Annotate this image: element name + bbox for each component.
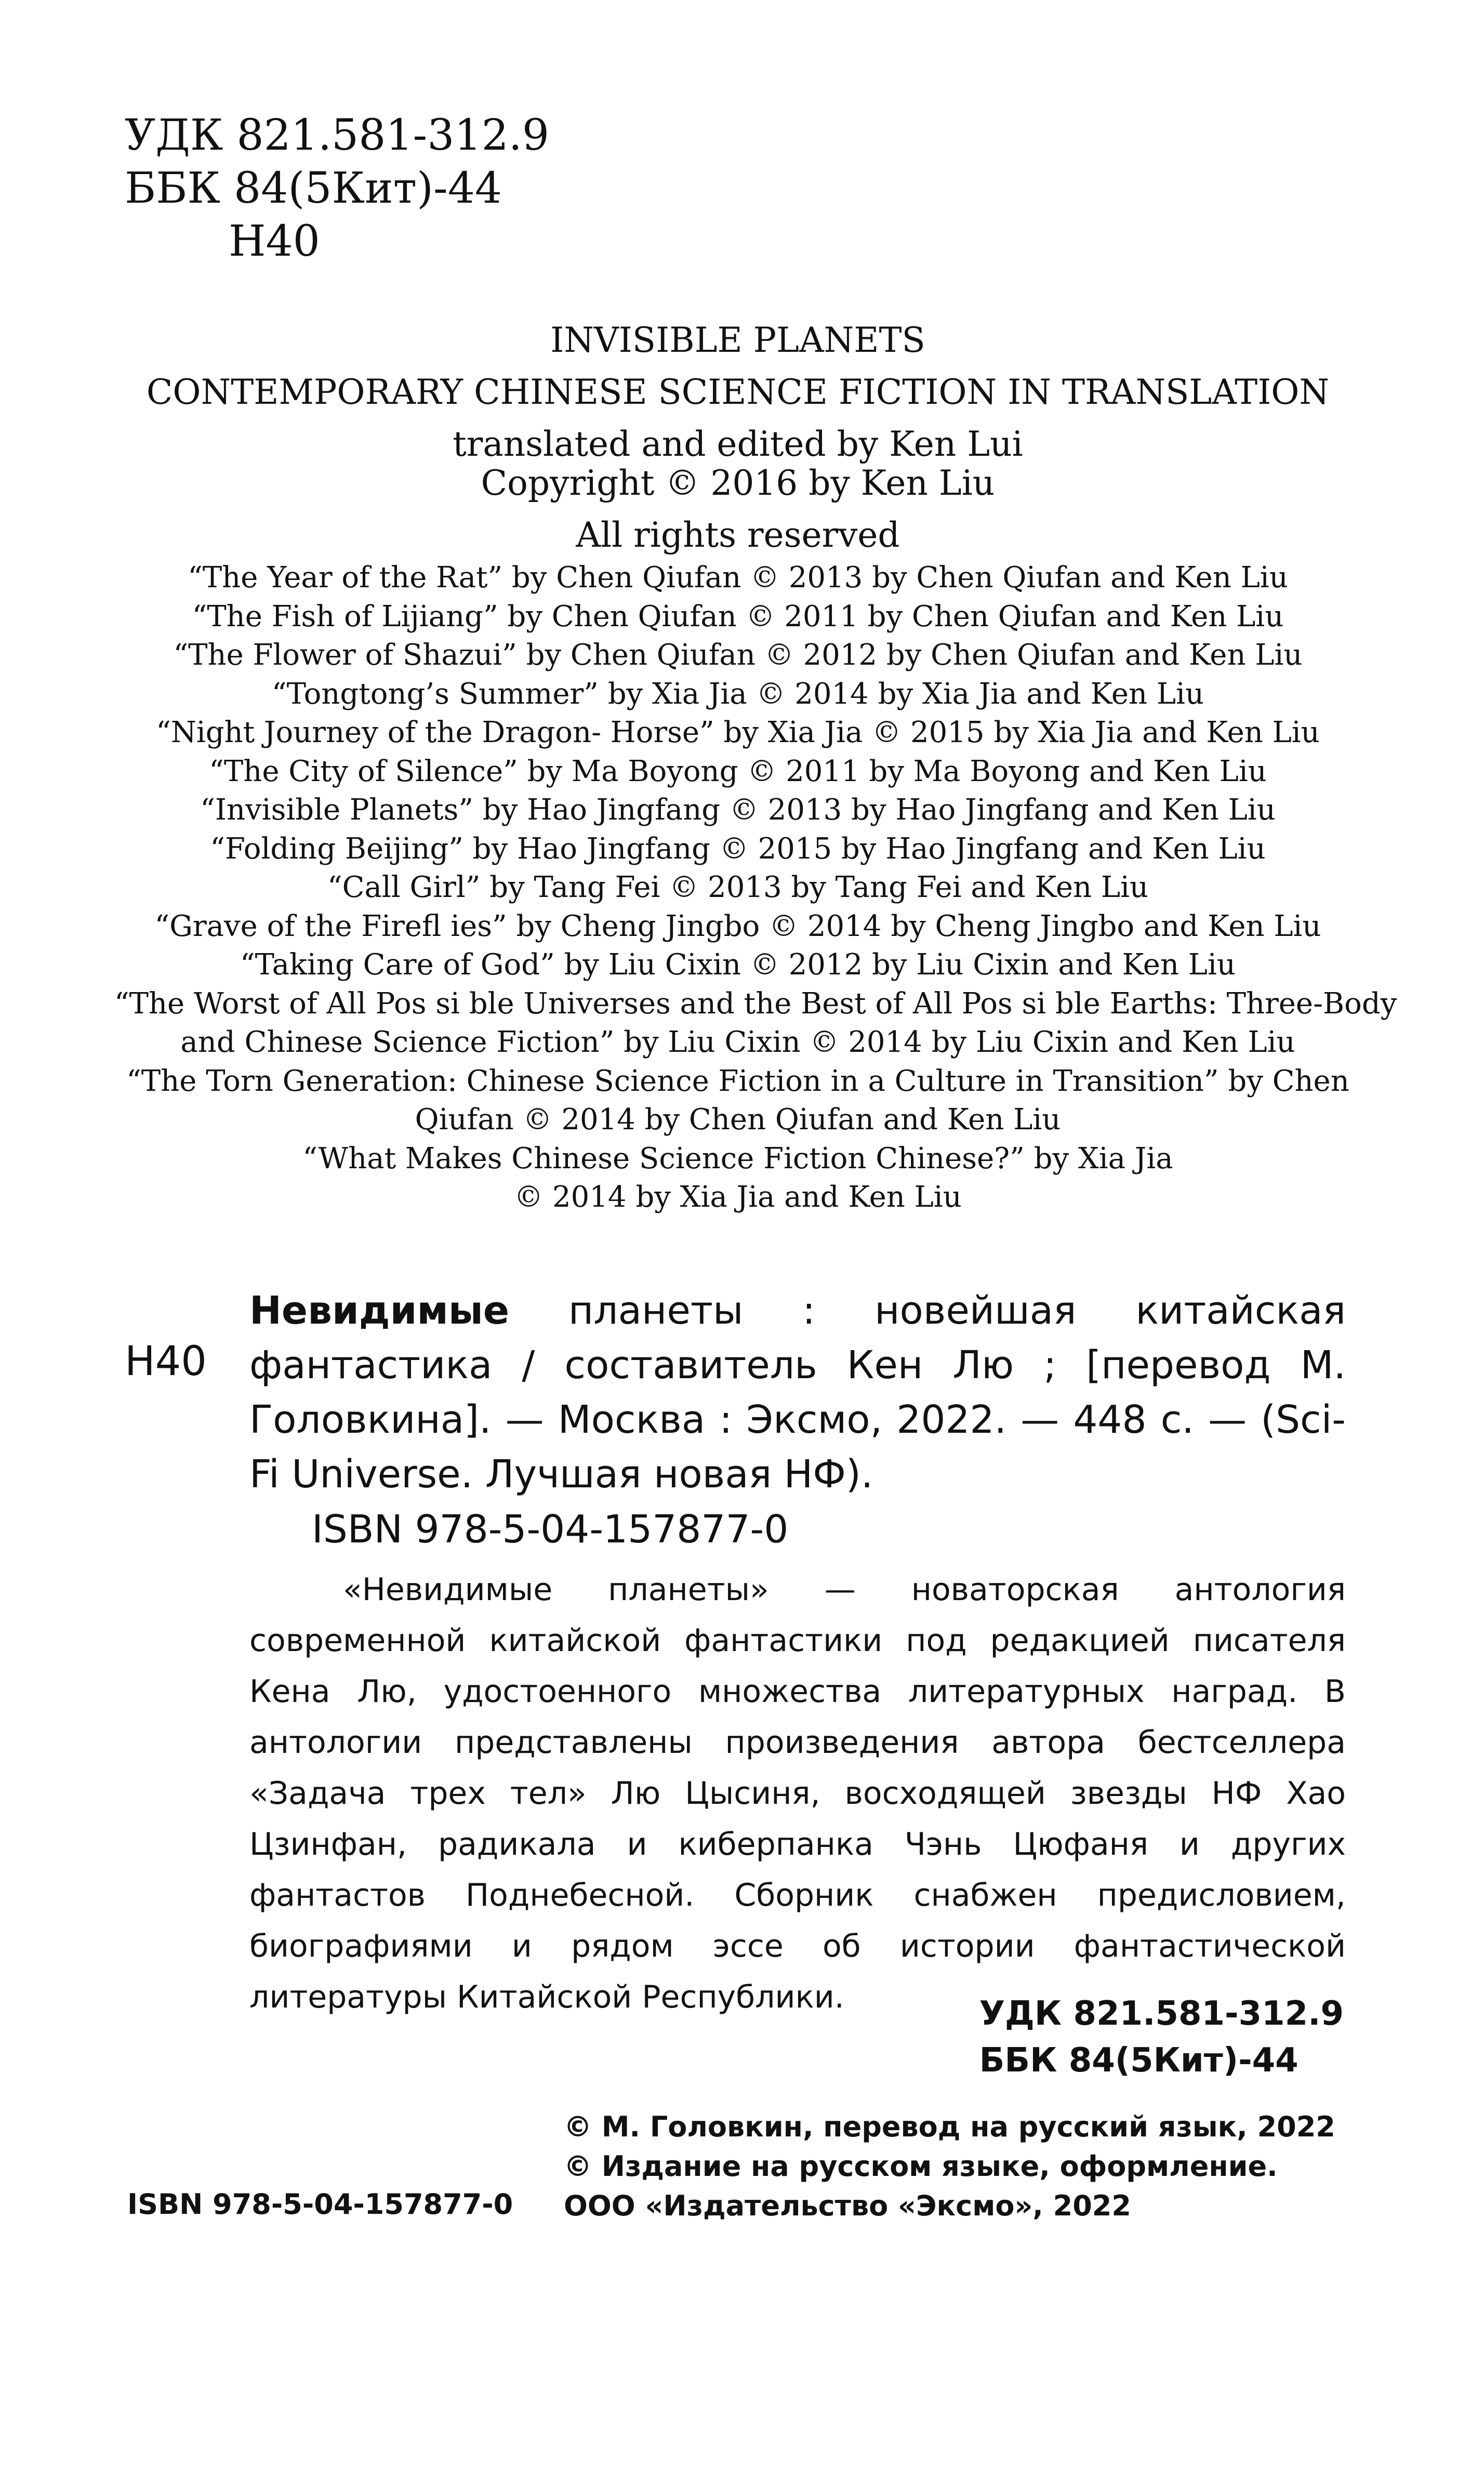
rights-line: All rights reserved (576, 515, 900, 555)
english-editor-line: translated and edited by Ken Lui (453, 424, 1023, 464)
record-title-bold: Невидимые (249, 1288, 510, 1333)
bbk-code: ББК 84(5Кит)-44 (125, 164, 502, 213)
english-title-block (114, 314, 1361, 470)
credit-line: “Invisible Planets” by Hao Jingfang © 2013 by Hao Jingfang and Ken Liu (200, 793, 1276, 827)
record-description: планеты : новейшая китайская фантастика / составитель Кен Лю ; [перевод М. Головкина]. — Москва : Эксмо, 2022. — 448 с. — (Sci-Fi Universe. Лучшая новая НФ). (249, 1288, 1346, 1497)
credit-line: and Chinese Science Fiction” by Liu Cixin © 2014 by Liu Cixin and Ken Liu (180, 1025, 1295, 1059)
edition-copyright: © Издание на русском языке, оформление. (564, 2150, 1278, 2183)
credit-line: “The Flower of Shazui” by Chen Qiufan © 2012 by Chen Qiufan and Ken Liu (173, 638, 1303, 672)
top-classification (125, 109, 549, 268)
credit-line: “Night Journey of the Dragon- Horse” by Xia Jia © 2015 by Xia Jia and Ken Liu (156, 716, 1320, 749)
credit-line: Qiufan © 2014 by Chen Qiufan and Ken Liu (415, 1103, 1061, 1137)
record-isbn: ISBN 978-5-04-157877-0 (312, 1507, 789, 1552)
credit-line: “The Fish of Lijiang” by Chen Qiufan © 2011 by Chen Qiufan and Ken Liu (192, 599, 1284, 633)
russian-copyright-block (564, 2107, 1335, 2226)
copyright-line: Copyright © 2016 by Ken Liu (481, 463, 995, 503)
udk-code-bottom: УДК 821.581-312.9 (979, 1995, 1344, 2033)
credit-line: © 2014 by Xia Jia and Ken Liu (514, 1180, 962, 1214)
isbn-bottom: ISBN 978-5-04-157877-0 (127, 2188, 513, 2221)
credit-line: “Folding Beijing” by Hao Jingfang © 2015 by Hao Jingfang and Ken Liu (210, 831, 1266, 866)
record-author-mark: Н40 (125, 1338, 207, 1385)
credit-line: “Tongtong’s Summer” by Xia Jia © 2014 by Xia Jia and Ken Liu (271, 677, 1204, 711)
credit-line: “Grave of the Firefl ies” by Cheng Jingbo © 2014 by Cheng Jingbo and Ken Liu (154, 909, 1321, 943)
bibliographic-record (249, 1284, 1346, 1502)
story-credits-list (114, 559, 1397, 1217)
credit-line: “The Torn Generation: Chinese Science Fiction in a Culture in Transition” by Chen (126, 1064, 1349, 1098)
bbk-code-bottom: ББК 84(5Кит)-44 (979, 2041, 1298, 2080)
bottom-classification (979, 1990, 1344, 2084)
credit-line: “Taking Care of God” by Liu Cixin © 2012 by Liu Cixin and Ken Liu (240, 948, 1236, 982)
credit-line: “What Makes Chinese Science Fiction Chinese?” by Xia Jia (302, 1141, 1173, 1176)
credit-line: “Call Girl” by Tang Fei © 2013 by Tang Fei and Ken Liu (327, 870, 1149, 904)
author-mark: Н40 (229, 217, 320, 266)
translation-copyright: © М. Головкин, перевод на русский язык, 2022 (564, 2110, 1335, 2143)
english-subtitle-line: CONTEMPORARY CHINESE SCIENCE FICTION IN TRANSLATION (146, 372, 1330, 412)
udk-code: УДК 821.581-312.9 (125, 111, 549, 160)
publisher-copyright: ООО «Издательство «Эксмо», 2022 (564, 2189, 1131, 2222)
credit-line: “The Year of the Rat” by Chen Qiufan © 2013 by Chen Qiufan and Ken Liu (188, 561, 1288, 595)
credit-line: “The City of Silence” by Ma Boyong © 2011 by Ma Boyong and Ken Liu (209, 754, 1267, 788)
credit-line: “The Worst of All Pos si ble Universes and the Best of All Pos si ble Earths: Three-Body (114, 986, 1397, 1021)
english-title-line: INVISIBLE PLANETS (550, 320, 925, 360)
english-copyright-block (114, 457, 1361, 561)
annotation-paragraph: «Невидимые планеты» — новаторская антология современной китайской фантастики под редакцией писателя Кена Лю, удостоенного множества литературных наград. В антологии представлены произведения автора бестселлера «Задача трех тел» Лю Цысиня, восходящей звезды НФ Хао Цзинфан, радикала и киберпанка Чэнь Цюфаня и других фантастов Поднебесной. Сборник снабжен предисловием, биографиями и рядом эссе об истории фантастической литературы Китайской Республики. (249, 1572, 1346, 2015)
